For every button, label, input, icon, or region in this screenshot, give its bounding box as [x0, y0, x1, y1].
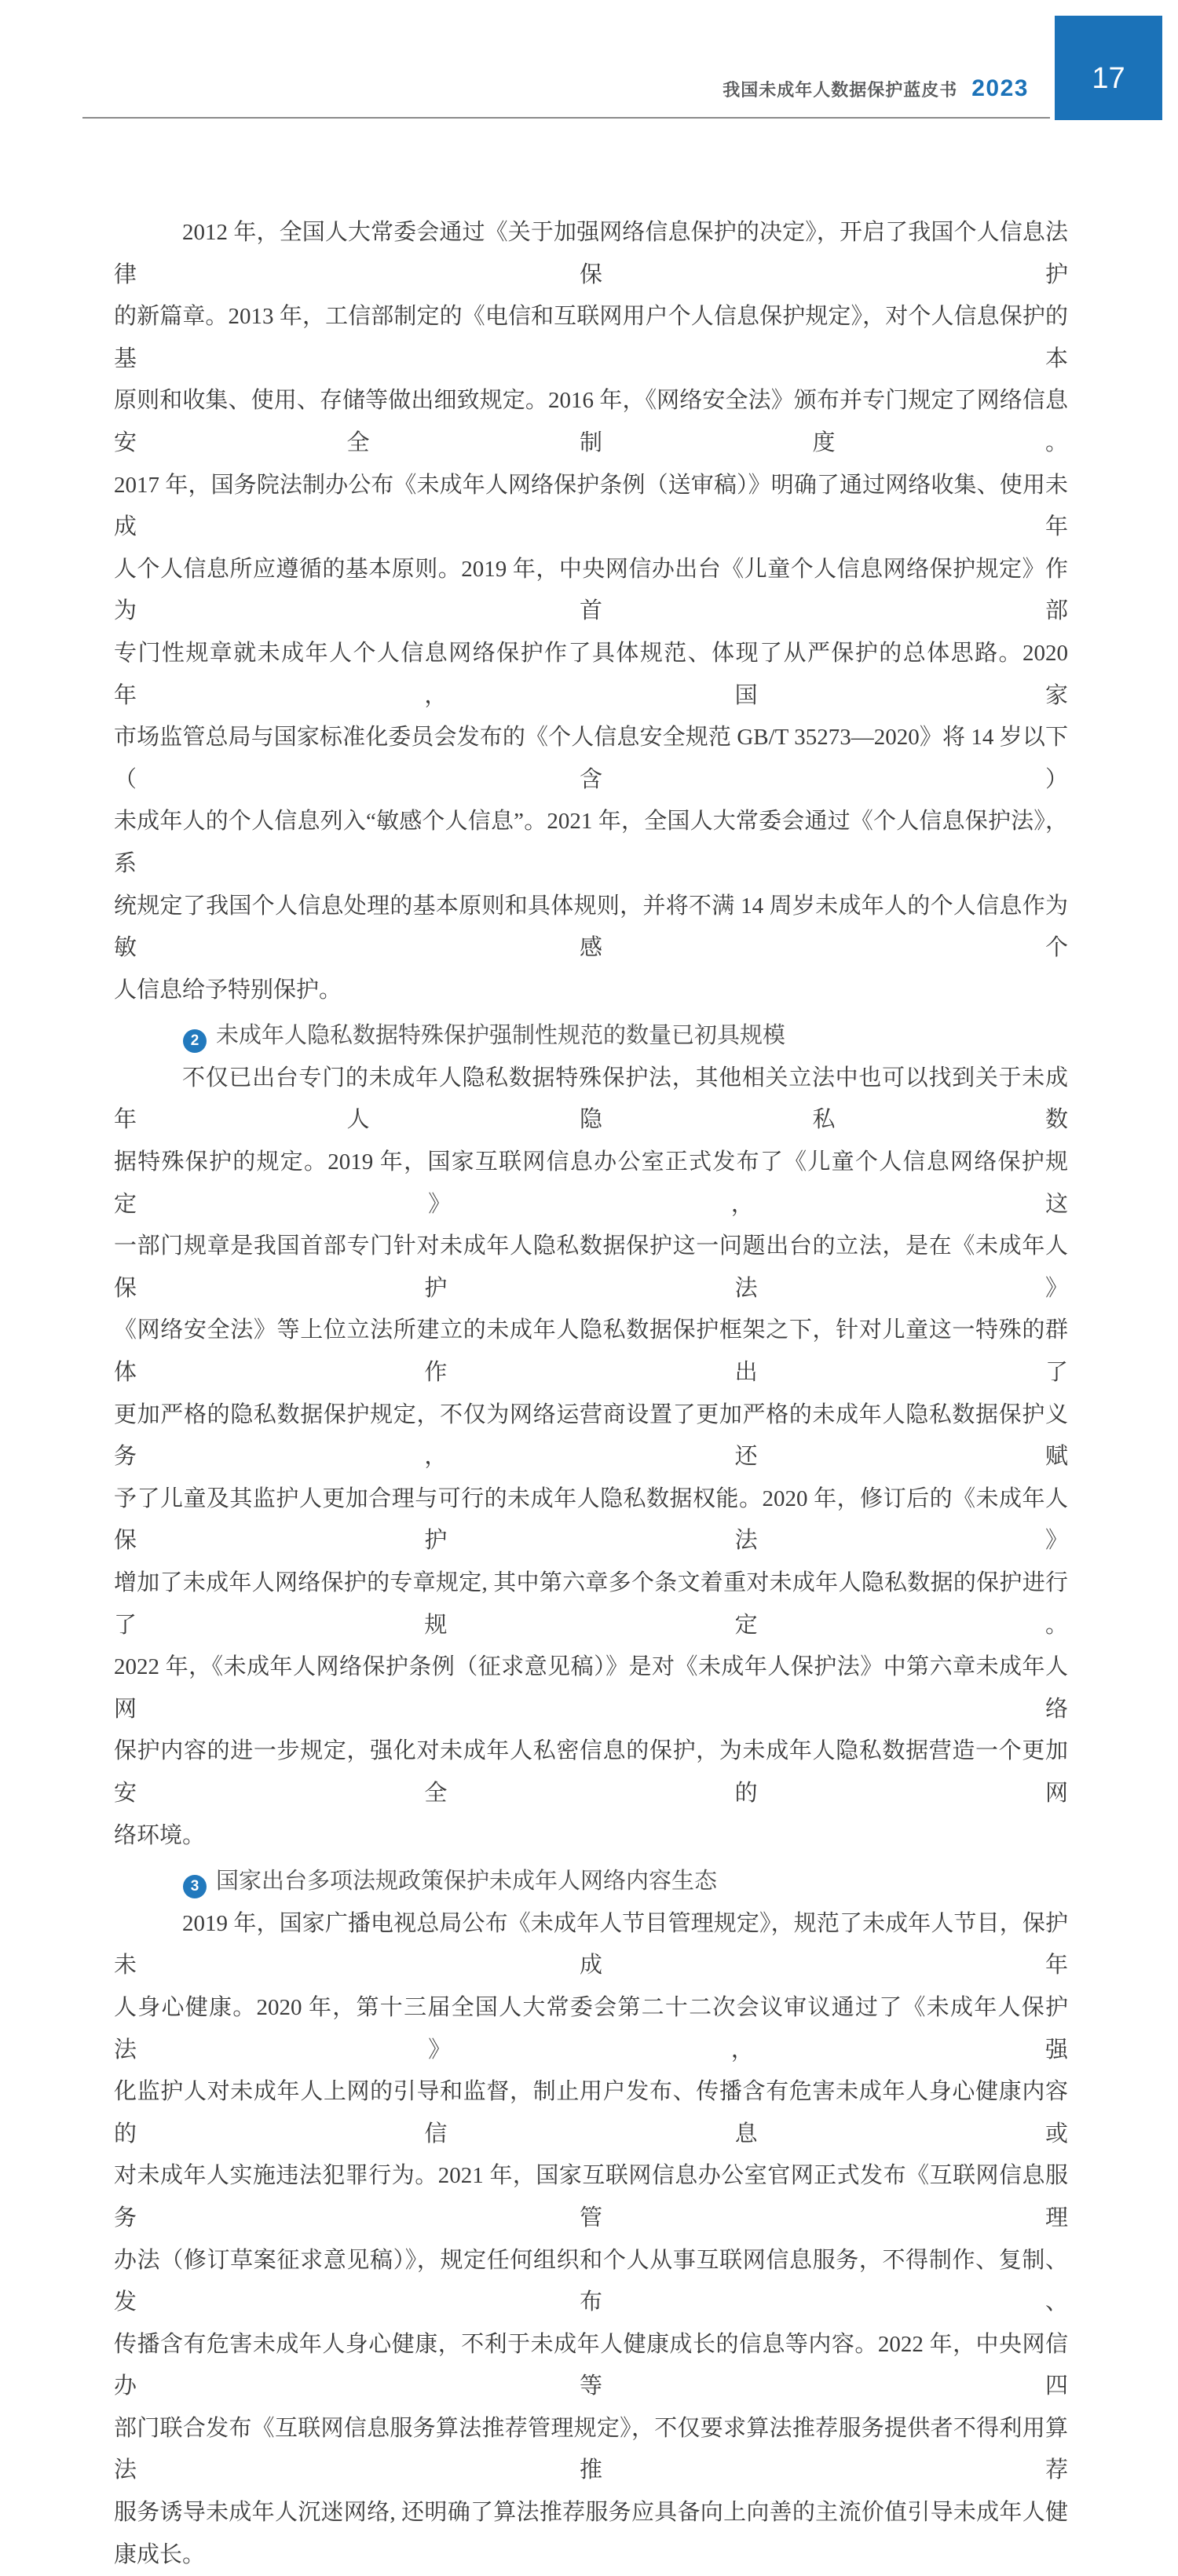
text-line: 传播含有危害未成年人身心健康，不利于未成年人健康成长的信息等内容。2022 年，中央网信办等四 [114, 2331, 1068, 2399]
text-line: 一部门规章是我国首部专门针对未成年人隐私数据保护这一问题出台的立法，是在《未成年人保护法》 [114, 1233, 1068, 1301]
edition-year: 2023 [971, 75, 1029, 101]
header-divider [82, 117, 1050, 119]
text-line: 人信息给予特别保护。 [114, 977, 342, 1003]
paragraph [114, 1058, 1068, 1857]
page-number: 17 [1092, 61, 1125, 95]
text-line: 《网络安全法》等上位立法所建立的未成年人隐私数据保护框架之下，针对儿童这一特殊的群体作出了 [114, 1317, 1068, 1386]
heading-number-badge: 2 [183, 1029, 207, 1053]
text-line: 未成年人的个人信息列入“敏感个人信息”。2021 年，全国人大常委会通过《个人信息保护法》，系 [114, 809, 1068, 876]
page-number-badge [1055, 16, 1162, 120]
text-line: 人身心健康。2020 年，第十三届全国人大常委会第二十二次会议审议通过了《未成年人保护法》，强 [114, 1994, 1068, 2063]
text-line: 络环境。 [114, 1822, 206, 1848]
text-line: 2022 年，《未成年人网络保护条例（征求意见稿）》是对《未成年人保护法》中第六章未成年人网络 [114, 1654, 1068, 1722]
text-line: 化监护人对未成年人上网的引导和监督，制止用户发布、传播含有危害未成年人身心健康内容的信息或 [114, 2079, 1068, 2147]
heading-text: 未成年人隐私数据特殊保护强制性规范的数量已初具规模 [216, 1023, 786, 1049]
numbered-heading [114, 1861, 1068, 1903]
text-line: 更加严格的隐私数据保护规定，不仅为网络运营商设置了更加严格的未成年人隐私数据保护义务，还赋 [114, 1401, 1068, 1470]
book-title: 我国未成年人数据保护蓝皮书 [723, 80, 958, 100]
text-line: 对未成年人实施违法犯罪行为。2021 年，国家互联网信息办公室官网正式发布《互联网信息服务管理 [114, 2163, 1068, 2231]
text-line: 统规定了我国个人信息处理的基本原则和具体规则，并将不满 14 周岁未成年人的个人信息作为敏感个 [114, 893, 1068, 961]
text-line: 增加了未成年人网络保护的专章规定, 其中第六章多个条文着重对未成年人隐私数据的保护进行了规定。 [114, 1570, 1068, 1638]
text-line: 人个人信息所应遵循的基本原则。2019 年，中央网信办出台《儿童个人信息网络保护规定》作为首部 [114, 556, 1068, 624]
text-line: 保护内容的进一步规定，强化对未成年人私密信息的保护，为未成年人隐私数据营造一个更加安全的网 [114, 1738, 1068, 1806]
text-line: 部门联合发布《互联网信息服务算法推荐管理规定》，不仅要求算法推荐服务提供者不得利用算法推荐 [114, 2415, 1068, 2483]
heading-number-badge: 3 [183, 1875, 207, 1898]
text-line: 予了儿童及其监护人更加合理与可行的未成年人隐私数据权能。2020 年，修订后的《未成年人保护法》 [114, 1485, 1068, 1554]
paragraph [114, 1903, 1068, 2576]
text-line: 服务诱导未成年人沉迷网络, 还明确了算法推荐服务应具备向上向善的主流价值引导未成年人健康成长。 [114, 2500, 1068, 2567]
text-line: 不仅已出台专门的未成年人隐私数据特殊保护法，其他相关立法中也可以找到关于未成年人隐私数 [114, 1065, 1068, 1133]
text-line: 2017 年，国务院法制办公布《未成年人网络保护条例（送审稿）》明确了通过网络收集、使用未成年 [114, 472, 1068, 540]
text-line: 2012 年，全国人大常委会通过《关于加强网络信息保护的决定》，开启了我国个人信息法律保护 [114, 220, 1068, 287]
document-body [114, 212, 1068, 2576]
text-line: 专门性规章就未成年人个人信息网络保护作了具体规范、体现了从严保护的总体思路。2020 年，国家 [114, 640, 1068, 708]
text-line: 据特殊保护的规定。2019 年，国家互联网信息办公室正式发布了《儿童个人信息网络保护规定》，这 [114, 1149, 1068, 1217]
text-line: 2019 年，国家广播电视总局公布《未成年人节目管理规定》，规范了未成年人节目，保护未成年 [114, 1910, 1068, 1979]
heading-text: 国家出台多项法规政策保护未成年人网络内容生态 [216, 1869, 718, 1895]
header-running-title [723, 75, 1029, 102]
text-line: 市场监管总局与国家标准化委员会发布的《个人信息安全规范 GB/T 35273—2020》将 14 岁以下（含） [114, 725, 1068, 792]
text-line: 原则和收集、使用、存储等做出细致规定。2016 年，《网络安全法》颁布并专门规定了网络信息安全制度。 [114, 388, 1068, 455]
numbered-heading [114, 1015, 1068, 1058]
text-line: 的新篇章。2013 年，工信部制定的《电信和互联网用户个人信息保护规定》，对个人信息保护的基本 [114, 304, 1068, 371]
paragraph [114, 212, 1068, 1011]
text-line: 办法（修订草案征求意见稿）》，规定任何组织和个人从事互联网信息服务，不得制作、复制、发布、 [114, 2247, 1068, 2315]
